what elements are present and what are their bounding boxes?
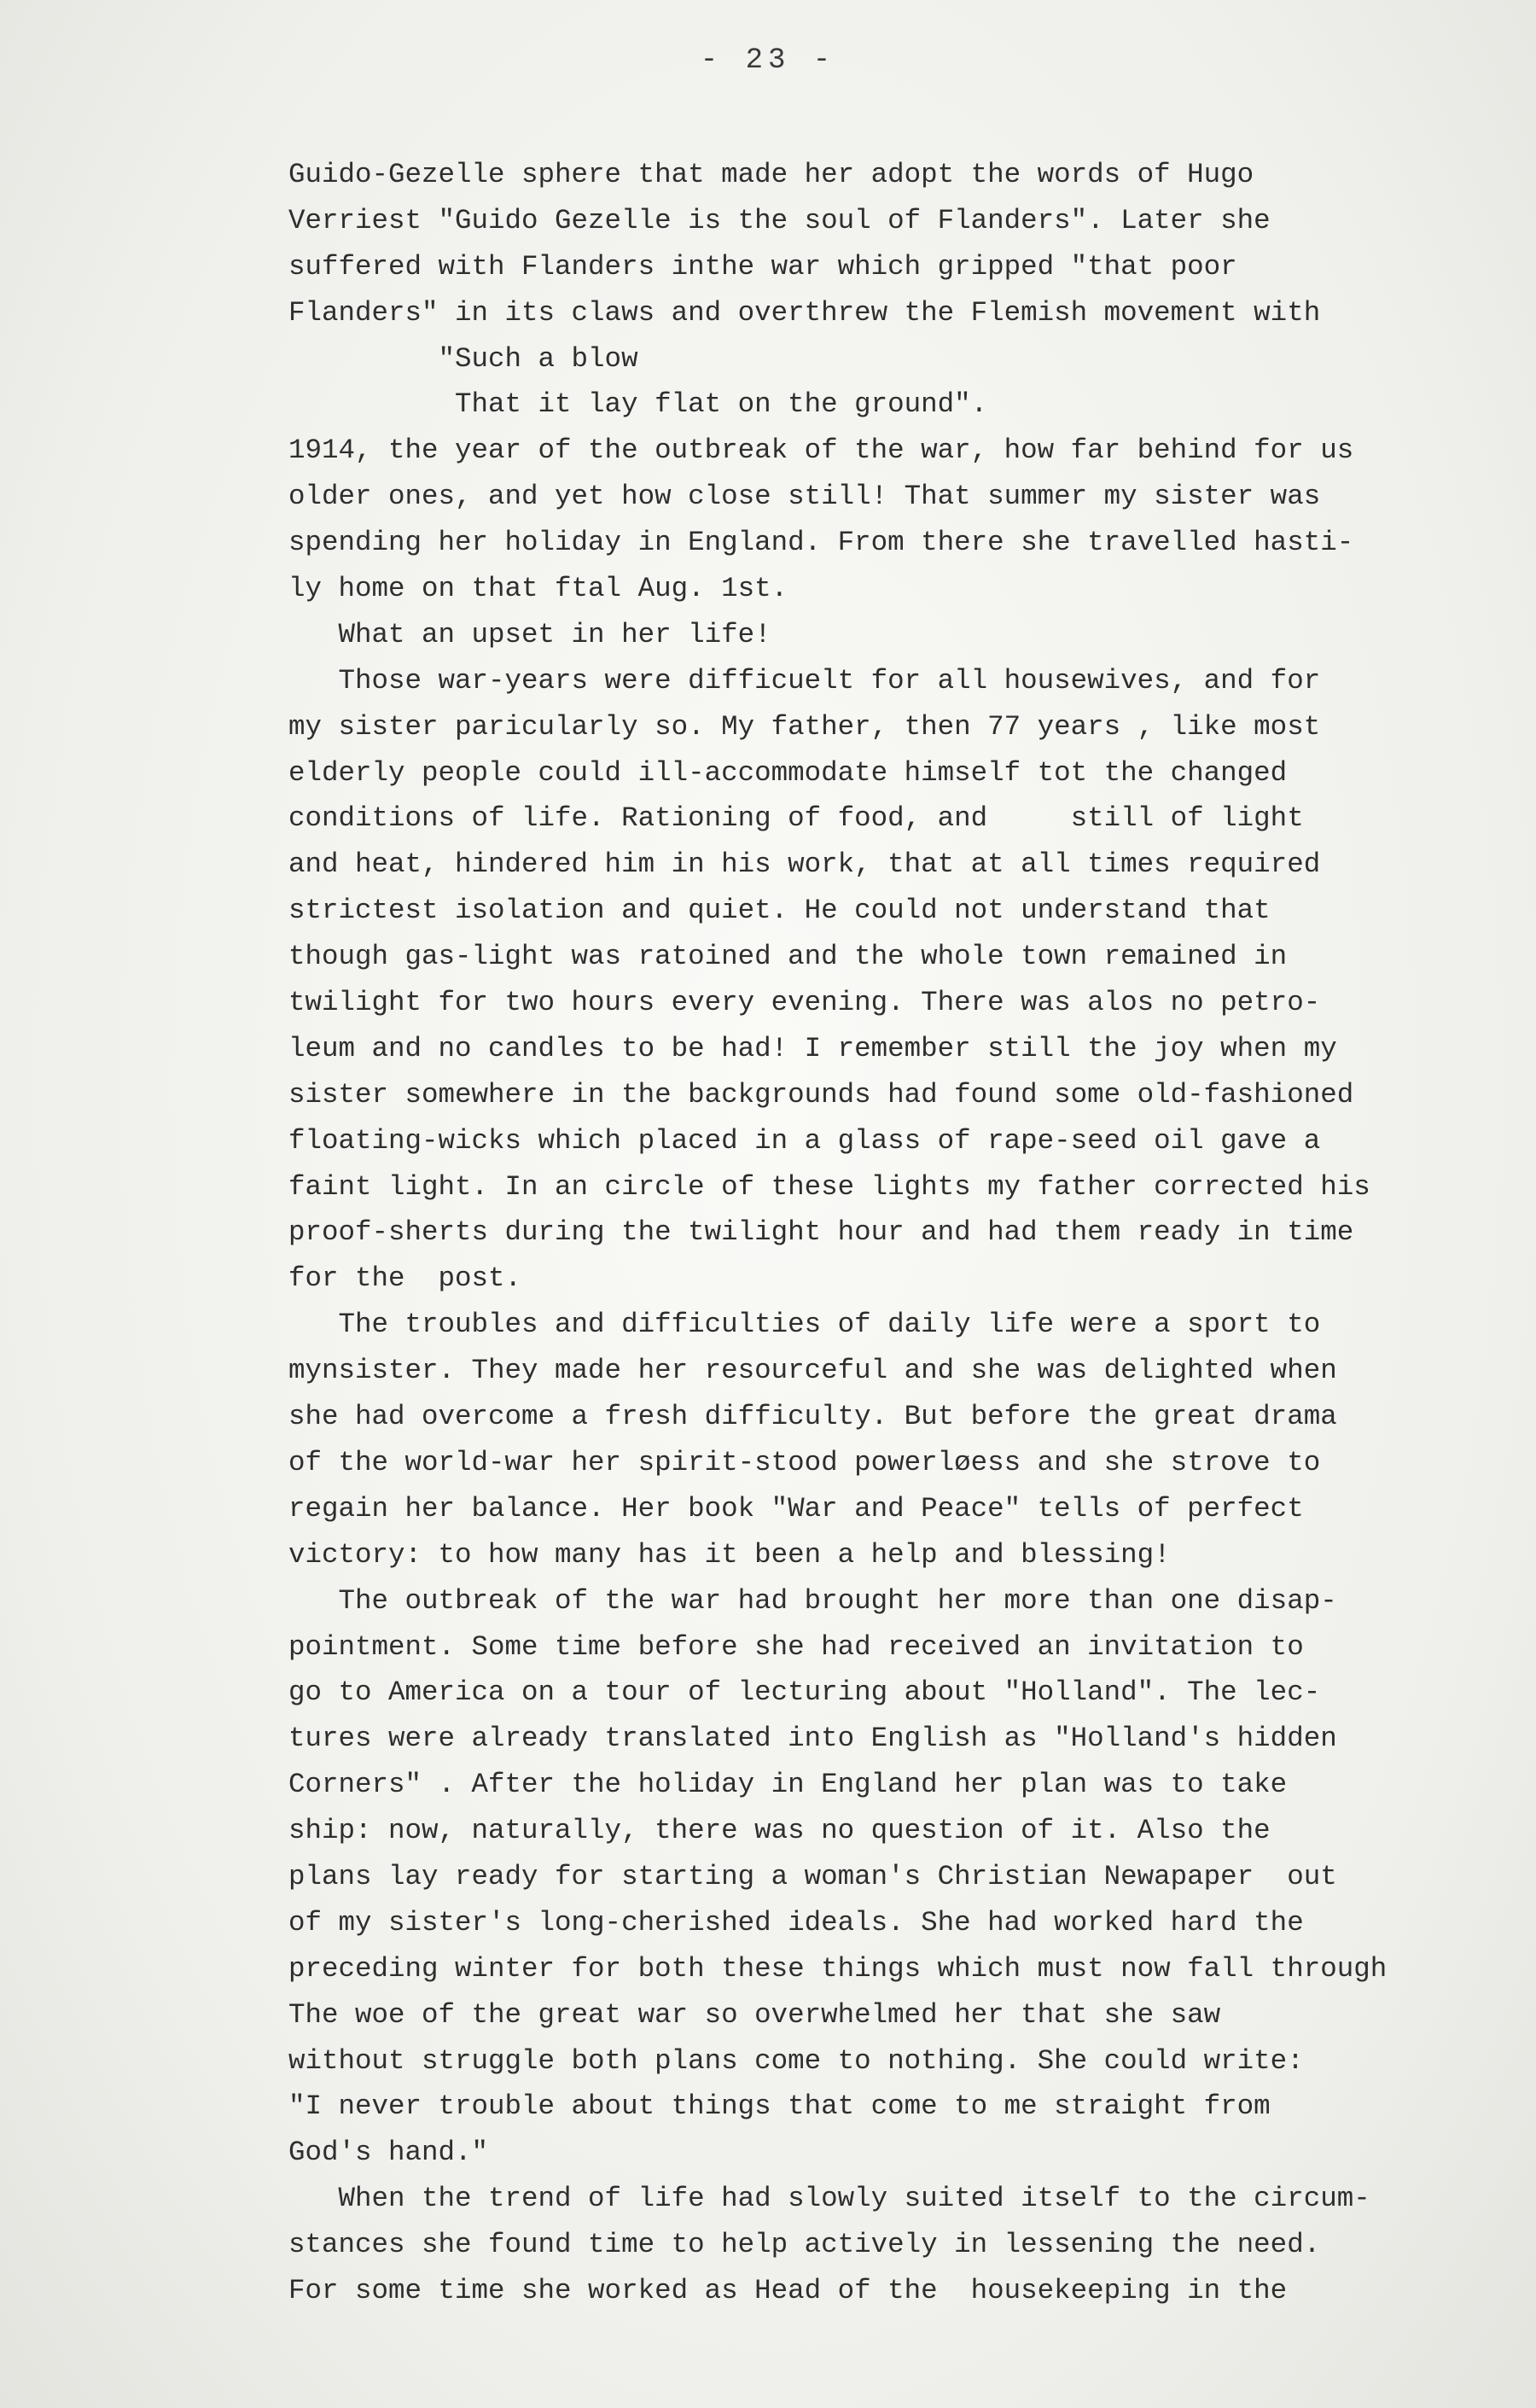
page-body-text	[288, 152, 1517, 2314]
text-line: older ones, and yet how close still! That summer my sister was	[288, 481, 1321, 513]
text-line: faint light. In an circle of these lights my father corrected his	[288, 1170, 1370, 1203]
text-line: God's hand."	[288, 2137, 489, 2169]
text-line: though gas-light was ratoined and the whole town remained in	[288, 941, 1288, 973]
page-number: - 23 -	[700, 44, 836, 77]
text-line: tures were already translated into English as "Holland's hidden	[288, 1723, 1337, 1755]
text-line: spending her holiday in England. From there she travelled hasti-	[288, 527, 1354, 559]
text-line: Flanders" in its claws and overthrew the Flemish movement with	[288, 296, 1321, 329]
text-line: preceding winter for both these things which must now fall through	[288, 1952, 1388, 1985]
text-line: Those war-years were difficuelt for all housewives, and for	[288, 664, 1321, 697]
text-line: "Such a blow	[288, 342, 638, 375]
text-line: proof-sherts during the twilight hour and had them ready in time	[288, 1216, 1354, 1249]
text-line: go to America on a tour of lecturing about "Holland". The lec-	[288, 1676, 1321, 1709]
text-line: leum and no candles to be had! I remember still the joy when my	[288, 1032, 1337, 1064]
text-line: The woe of the great war so overwhelmed her that she saw	[288, 1998, 1221, 2031]
text-line: stances she found time to help actively in lessening the need.	[288, 2229, 1321, 2261]
text-line: elderly people could ill-accommodate himself tot the changed	[288, 756, 1288, 789]
text-line: mynsister. They made her resourceful and she was delighted when	[288, 1355, 1337, 1387]
text-line: victory: to how many has it been a help and blessing!	[288, 1538, 1171, 1571]
text-line: pointment. Some time before she had received an invitation to	[288, 1630, 1304, 1663]
text-line: The troubles and difficulties of daily life were a sport to	[288, 1309, 1321, 1341]
text-line: What an upset in her life!	[288, 618, 771, 650]
text-line: strictest isolation and quiet. He could not understand that	[288, 895, 1271, 927]
text-line: ly home on that ftal Aug. 1st.	[288, 573, 788, 605]
text-line: she had overcome a fresh difficulty. But before the great drama	[288, 1401, 1337, 1433]
text-line: For some time she worked as Head of the housekeeping in the	[288, 2274, 1288, 2306]
text-line: conditions of life. Rationing of food, and still of light	[288, 802, 1304, 835]
text-line: for the post.	[288, 1262, 522, 1295]
text-line: sister somewhere in the backgrounds had found some old-fashioned	[288, 1078, 1354, 1111]
text-line: ship: now, naturally, there was no question of it. Also the	[288, 1815, 1271, 1847]
text-line: That it lay flat on the ground".	[288, 388, 988, 421]
text-line: When the trend of life had slowly suited itself to the circum-	[288, 2183, 1370, 2215]
text-line: suffered with Flanders inthe war which gripped "that poor	[288, 250, 1237, 283]
text-line: "I never trouble about things that come to me straight from	[288, 2090, 1271, 2123]
text-line: without struggle both plans come to nothing. She could write:	[288, 2044, 1304, 2077]
text-line: twilight for two hours every evening. There was alos no petro-	[288, 987, 1321, 1019]
text-line: and heat, hindered him in his work, that at all times required	[288, 848, 1321, 881]
text-line: The outbreak of the war had brought her more than one disap-	[288, 1584, 1337, 1617]
text-line: Corners" . After the holiday in England her plan was to take	[288, 1769, 1288, 1801]
text-line: my sister paricularly so. My father, then 77 years , like most	[288, 710, 1321, 743]
text-line: 1914, the year of the outbreak of the war, how far behind for us	[288, 434, 1354, 467]
text-line: plans lay ready for starting a woman's Christian Newapaper out	[288, 1860, 1337, 1892]
text-line: regain her balance. Her book "War and Peace" tells of perfect	[288, 1492, 1304, 1525]
text-line: of the world-war her spirit-stood powerløess and she strove to	[288, 1446, 1321, 1478]
text-line: Verriest "Guido Gezelle is the soul of Flanders". Later she	[288, 204, 1271, 236]
text-line: floating-wicks which placed in a glass of rape-seed oil gave a	[288, 1124, 1321, 1157]
text-line: of my sister's long-cherished ideals. She had worked hard the	[288, 1906, 1304, 1939]
text-line: Guido-Gezelle sphere that made her adopt the words of Hugo	[288, 159, 1254, 190]
